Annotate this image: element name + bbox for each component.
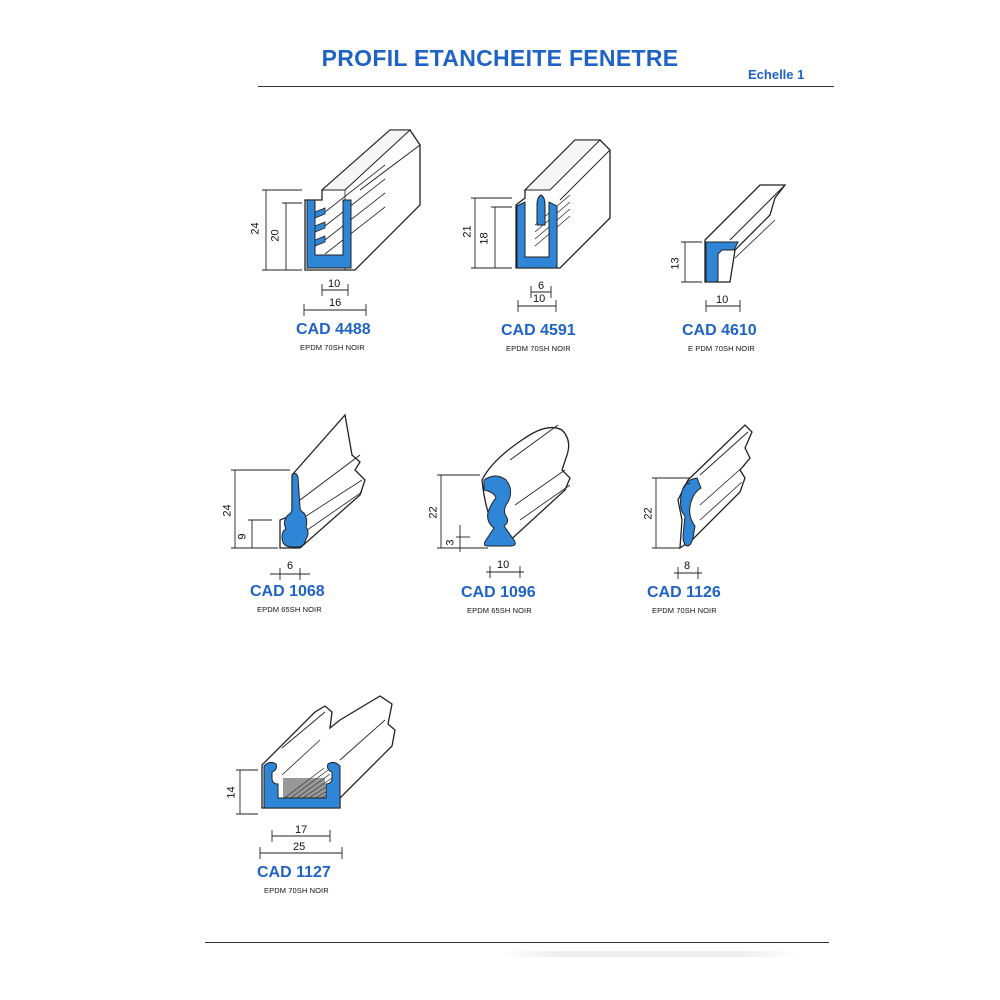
dim-width: 6	[287, 560, 294, 572]
footer-divider	[205, 942, 829, 943]
profile-material: EPDM 70SH NOIR	[300, 343, 365, 352]
scale-label: Echelle 1	[748, 67, 805, 82]
dim-height-inner: 3	[444, 539, 457, 546]
profile-material: E PDM 70SH NOIR	[688, 344, 755, 353]
dim-width: 8	[684, 560, 691, 572]
profile-material: EPDM 70SH NOIR	[652, 606, 717, 615]
dim-height-inner: 20	[269, 229, 282, 242]
profile-ref: CAD 1126	[647, 584, 721, 601]
profile-ref: CAD 1096	[461, 584, 536, 601]
dim-height-outer: 24	[221, 504, 234, 517]
dim-width-inner: 10	[328, 278, 341, 290]
dim-width-inner: 6	[538, 280, 545, 292]
profile-material: EPDM 65SH NOIR	[467, 606, 532, 615]
dim-height-outer: 22	[427, 506, 440, 519]
dim-height-outer: 21	[461, 225, 474, 238]
profile-ref: CAD 4610	[682, 322, 757, 339]
dim-height-inner: 18	[478, 232, 491, 245]
page-title: PROFIL ETANCHEITE FENETRE	[321, 45, 679, 71]
dim-width-inner: 17	[295, 824, 308, 836]
footer-faint-mark	[500, 951, 800, 957]
dim-width-outer: 25	[293, 841, 306, 853]
dim-width: 10	[716, 294, 729, 306]
profile-ref: CAD 1127	[257, 864, 331, 881]
profile-material: EPDM 65SH NOIR	[257, 605, 322, 614]
dim-width-outer: 16	[329, 297, 342, 309]
profile-ref: CAD 4591	[501, 322, 576, 339]
dim-height: 14	[225, 786, 238, 799]
profile-ref: CAD 1068	[250, 583, 325, 600]
dim-height: 13	[669, 257, 682, 270]
dim-height-inner: 9	[236, 533, 249, 540]
dim-height-outer: 24	[249, 222, 262, 235]
dim-width: 10	[497, 559, 510, 571]
profile-ref: CAD 4488	[296, 321, 371, 338]
profile-material: EPDM 70SH NOIR	[264, 886, 329, 895]
profile-material: EPDM 70SH NOIR	[506, 344, 571, 353]
dim-width-outer: 10	[533, 293, 546, 305]
dim-height: 22	[642, 507, 655, 520]
